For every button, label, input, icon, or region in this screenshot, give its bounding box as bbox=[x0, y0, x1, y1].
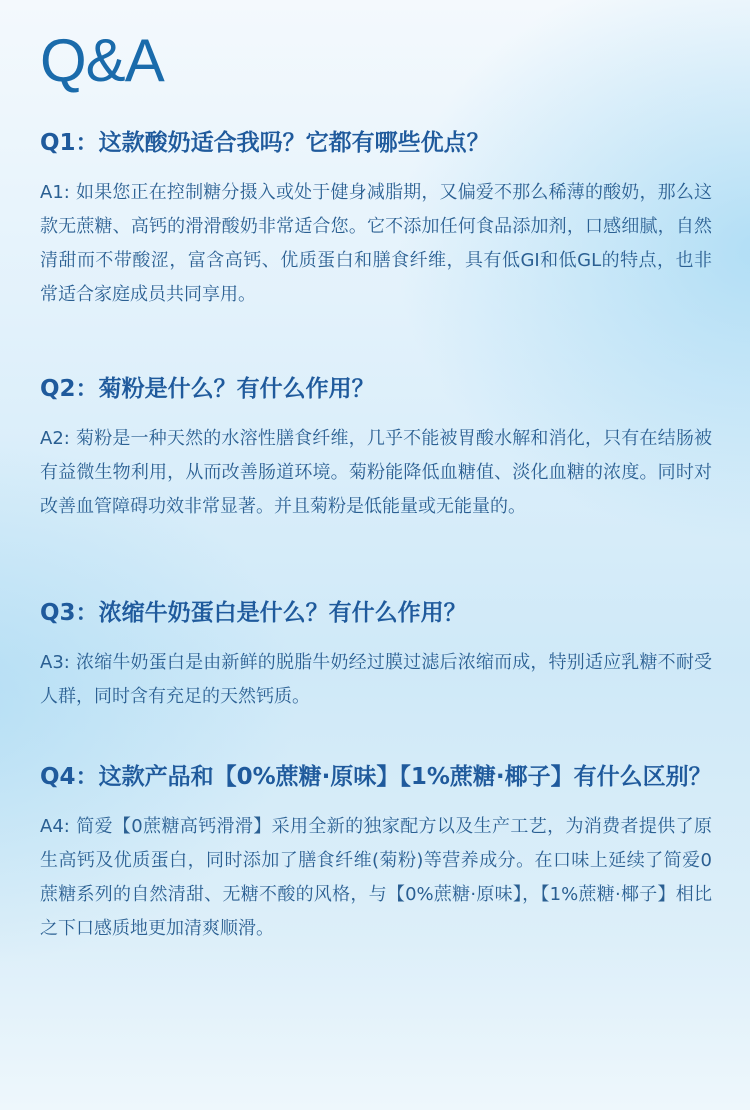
qa-item-3 bbox=[40, 596, 712, 732]
answer-3 bbox=[40, 646, 712, 714]
qa-item-4 bbox=[40, 760, 712, 964]
question-4 bbox=[40, 760, 712, 794]
qa-item-1 bbox=[40, 126, 712, 330]
answer-2-label: A2: bbox=[40, 428, 70, 449]
question-4-label: Q4： bbox=[40, 764, 99, 790]
question-2-text: 菊粉是什么？有什么作用？ bbox=[98, 376, 375, 402]
answer-3-text: 浓缩牛奶蛋白是由新鲜的脱脂牛奶经过膜过滤后浓缩而成，特别适应乳糖不耐受人群，同时含有充足的天然钙质。 bbox=[40, 652, 712, 707]
answer-2-text: 菊粉是一种天然的水溶性膳食纤维，几乎不能被胃酸水解和消化，只有在结肠被有益微生物利用，从而改善肠道环境。菊粉能降低血糖值、淡化血糖的浓度。同时对改善血管障碍功效非常显著。并且菊粉是低能量或无能量的。 bbox=[40, 428, 712, 517]
answer-3-label: A3: bbox=[40, 652, 70, 673]
qa-item-2 bbox=[40, 372, 712, 542]
answer-4-label: A4: bbox=[40, 816, 70, 837]
question-1-text: 这款酸奶适合我吗？它都有哪些优点？ bbox=[98, 130, 490, 156]
question-2 bbox=[40, 372, 712, 406]
question-2-label: Q2： bbox=[40, 376, 99, 402]
question-4-text: 这款产品和【0%蔗糖·原味】【1%蔗糖·椰子】有什么区别？ bbox=[98, 764, 712, 790]
question-1-label: Q1： bbox=[40, 130, 99, 156]
answer-4 bbox=[40, 810, 712, 946]
question-3-label: Q3： bbox=[40, 600, 99, 626]
answer-2 bbox=[40, 422, 712, 524]
answer-1 bbox=[40, 176, 712, 312]
answer-1-label: A1: bbox=[40, 182, 70, 203]
question-3 bbox=[40, 596, 712, 630]
question-1 bbox=[40, 126, 712, 160]
page-title: Q&A bbox=[40, 27, 164, 94]
answer-4-text: 简爱【0蔗糖高钙滑滑】采用全新的独家配方以及生产工艺，为消费者提供了原生高钙及优质蛋白，同时添加了膳食纤维(菊粉)等营养成分。在口味上延续了简爱0蔗糖系列的自然清甜、无糖不酸的风格，与【0%蔗糖·原味】，【1%蔗糖·椰子】相比之下口感质地更加清爽顺滑。 bbox=[40, 816, 712, 939]
answer-1-text: 如果您正在控制糖分摄入或处于健身减脂期，又偏爱不那么稀薄的酸奶，那么这款无蔗糖、高钙的滑滑酸奶非常适合您。它不添加任何食品添加剂，口感细腻，自然清甜而不带酸涩，富含高钙、优质蛋白和膳食纤维，具有低GI和低GL的特点，也非常适合家庭成员共同享用。 bbox=[40, 182, 712, 305]
question-3-text: 浓缩牛奶蛋白是什么？有什么作用？ bbox=[98, 600, 467, 626]
